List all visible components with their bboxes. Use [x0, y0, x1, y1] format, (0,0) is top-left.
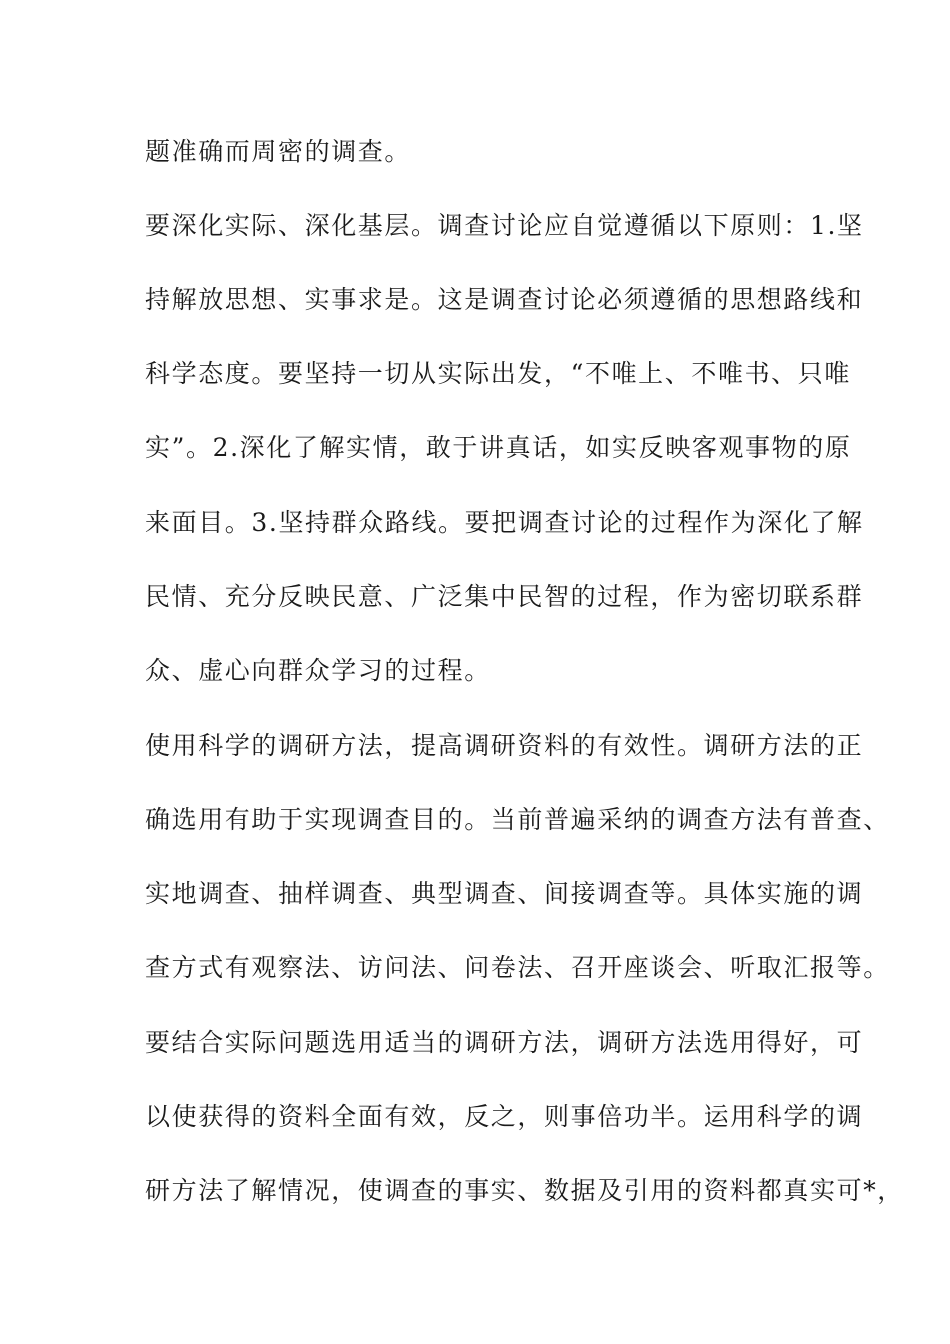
text-line-4: 科学态度。要坚持一切从实际出发，“不唯上、不唯书、只唯	[145, 359, 851, 388]
text-line-1: 题准确而周密的调查。	[145, 137, 412, 166]
text-line-9: 使用科学的调研方法，提高调研资料的有效性。调研方法的正	[145, 731, 864, 760]
text-line-12: 查方式有观察法、访问法、问卷法、召开座谈会、听取汇报等。	[145, 953, 890, 982]
text-line-2: 要深化实际、深化基层。调查讨论应自觉遵循以下原则：1.坚	[145, 211, 864, 240]
text-line-7: 民情、充分反映民意、广泛集中民智的过程，作为密切联系群	[145, 582, 864, 611]
text-line-10: 确选用有助于实现调查目的。当前普遍采纳的调查方法有普查、	[145, 805, 890, 834]
text-line-5: 实”。2.深化了解实情，敢于讲真话，如实反映客观事物的原	[145, 433, 852, 462]
text-line-6: 来面目。3.坚持群众路线。要把调查讨论的过程作为深化了解	[145, 508, 864, 537]
text-line-14: 以使获得的资料全面有效，反之，则事倍功半。运用科学的调	[145, 1102, 864, 1131]
text-line-13: 要结合实际问题选用适当的调研方法，调研方法选用得好，可	[145, 1028, 864, 1057]
text-line-3: 持解放思想、实事求是。这是调查讨论必须遵循的思想路线和	[145, 285, 864, 314]
text-line-15: 研方法了解情况，使调查的事实、数据及引用的资料都真实可*，	[145, 1176, 904, 1205]
text-line-11: 实地调查、抽样调查、典型调查、间接调查等。具体实施的调	[145, 879, 864, 908]
text-line-8: 众、虚心向群众学习的过程。	[145, 656, 491, 685]
